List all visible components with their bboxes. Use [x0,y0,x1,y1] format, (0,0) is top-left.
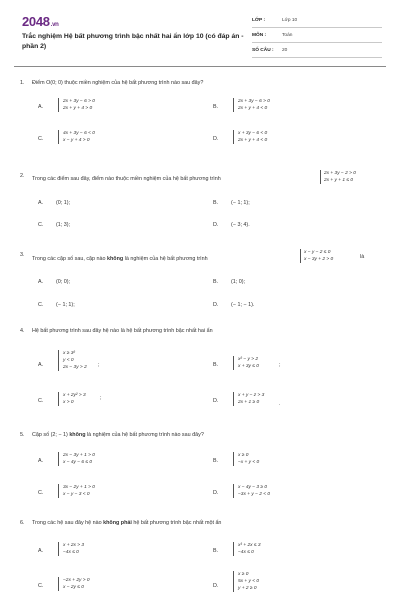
option-value: (− 1; 1); [56,302,75,308]
question-4 [20,328,382,423]
page-header [0,0,400,62]
system-line: x³ + 2x ≤ 3 [238,543,261,548]
option-label: D. [213,490,219,496]
inequality-system [58,392,86,406]
inequality-system [320,170,356,184]
system-line: y + 2 ≥ 0 [238,586,257,591]
question-number: 5. [20,432,25,438]
system-line: 2x + 3y − 6 > 0 [238,99,270,104]
meta-row-class [252,16,382,28]
system-line: −4x ≤ 0 [238,550,254,555]
system-line: −3x + y − 2 < 0 [238,492,271,497]
system-line: x ≥ 0 [238,572,249,577]
option-label: C. [38,490,44,496]
inequality-system [58,452,95,466]
option-label: A. [38,200,44,206]
system-line: x − y − 3 < 0 [63,492,90,497]
inequality-system [58,98,95,112]
logo-suffix: .vn [50,22,59,28]
logo-text: 2048 [22,14,50,29]
system-line: x² − y > 2 [238,357,258,362]
meta-panel [252,16,382,61]
inequality-system [58,542,84,556]
question-text-part: là nghiệm của hệ bất phương trình nào sau đây? [85,432,204,438]
question-text [32,256,322,263]
system-line: 2x + y + 4 < 0 [238,138,268,143]
inequality-system [233,484,270,498]
system-line: x ≥ 3² [63,351,75,356]
option-label: C. [38,583,44,589]
system-line: x − y + 4 > 0 [63,138,90,143]
question-2 [20,173,382,241]
inequality-system [233,571,259,592]
option-label: A. [38,279,44,285]
option-label: A. [38,548,44,554]
option-label: B. [213,104,219,110]
option-label: C. [38,302,44,308]
option-label: B. [213,548,219,554]
option-label: D. [213,398,219,404]
question-text [32,520,322,527]
question-keyword: không [107,256,124,262]
system-line: −4x ≤ 0 [63,550,79,555]
system-line: 2x + y + 1 ≤ 0 [324,178,354,183]
system-line: x + 2y² > 3 [63,393,86,398]
question-text: Điểm O(0; 0) thuộc miền nghiệm của hệ bất phương trình nào sau đây? [32,80,204,86]
system-line: 2x + y + 4 < 0 [238,106,268,111]
inequality-system [58,484,95,498]
option-label: C. [38,222,44,228]
system-line: x + 3y ≤ 0 [238,364,259,369]
inequality-system [233,542,261,556]
question-suffix: là [360,254,365,260]
option-value: (− 1; 1); [231,200,250,206]
system-line: −x + y < 0 [238,460,260,465]
system-line: x − y − 2 ≤ 0 [304,250,331,255]
option-value: (0; 1); [56,200,71,206]
option-value: (1; 0); [231,279,246,285]
question-number: 1. [20,80,25,86]
meta-value: 20 [282,48,288,53]
system-line: y < 0 [63,358,74,363]
question-text-part: hệ bất phương trình bậc nhất một ẩn [131,520,222,526]
option-punctuation: ; [100,395,102,401]
option-punctuation: ; [98,362,100,368]
system-line: x + 3y − 6 < 0 [238,131,268,136]
option-punctuation: . [279,401,281,407]
option-punctuation: ; [279,362,281,368]
option-label: D. [213,136,219,142]
option-label: D. [213,302,219,308]
question-number: 6. [20,520,25,526]
option-label: B. [213,279,219,285]
system-line: 2x + y + 4 > 0 [63,106,93,111]
meta-row-count [252,46,382,58]
system-line: 2x + 3y − 2 > 0 [324,171,356,176]
meta-key: LỚP : [252,18,266,23]
system-line: 4x + 3y − 6 < 0 [63,131,95,136]
question-6 [20,520,382,598]
inequality-system [233,392,264,406]
system-line: 2x + 3y − 6 > 0 [63,99,95,104]
system-line: x − 3y + 2 > 0 [304,257,334,262]
question-5 [20,432,382,507]
system-line: −2x + 2y > 0 [63,578,90,583]
meta-key: MÔN : [252,33,267,38]
system-line: 5x + y < 0 [238,579,260,584]
system-line: x + y − z > 3 [238,393,265,398]
option-label: C. [38,136,44,142]
option-value: (1; 3); [56,222,71,228]
option-label: A. [38,458,44,464]
question-text: Trong các điểm sau đây, điểm nào thuộc miền nghiệm của hệ bất phương trình [32,176,221,182]
question-text-part: Trong các hệ sau đây hệ nào [32,520,104,526]
option-label: B. [213,458,219,464]
meta-value: Lớp 10 [282,18,298,23]
question-number: 2. [20,173,25,179]
system-line: x − 4y − 6 ≤ 0 [63,460,93,465]
question-number: 4. [20,328,25,334]
inequality-system [58,577,90,591]
question-keyword: không phải [103,520,132,526]
system-line: 2x + 1 ≥ 0 [238,400,260,405]
system-line: x > 0 [63,400,74,405]
option-value: (− 3; 4). [231,222,250,228]
option-label: B. [213,362,219,368]
inequality-system [300,249,333,263]
question-text-part: Cặp số (2; − 1) [32,432,70,438]
option-label: A. [38,104,44,110]
header-divider [14,66,386,67]
question-text-part: là nghiệm của hệ bất phương trình [123,256,208,262]
option-label: A. [38,362,44,368]
question-3 [20,252,382,322]
meta-value: Toán [282,33,293,38]
system-line: x + 2x > 3 [63,543,85,548]
inequality-system [233,452,259,466]
inequality-system [233,130,267,144]
page-title: Trắc nghiệm Hệ bất phương trình bậc nhất hai ẩn lớp 10 (có đáp án - phần 2) [22,33,244,50]
inequality-system [233,356,259,370]
system-line: 2x − 3y > 2 [63,365,87,370]
meta-key: SỐ CÂU : [252,48,274,53]
question-1 [20,80,382,160]
question-text [32,432,322,439]
system-line: x ≥ 0 [238,453,249,458]
inequality-system [233,98,270,112]
system-line: x − 2y ≤ 0 [63,585,84,590]
option-label: D. [213,583,219,589]
site-logo[interactable] [22,14,59,29]
option-label: B. [213,200,219,206]
question-text-part: Trong các cặp số sau, cặp nào [32,256,108,262]
question-keyword: không [69,432,86,438]
inequality-system [58,130,95,144]
option-value: (0; 0); [56,279,71,285]
option-label: C. [38,398,44,404]
question-text: Hệ bất phương trình sau đây hệ nào là hệ bất phương trình bậc nhất hai ẩn [32,328,213,334]
inequality-system [58,350,87,371]
system-line: 3x − 2y + 1 > 0 [63,485,95,490]
system-line: x − 4y − 3 ≥ 0 [238,485,268,490]
option-value: (− 1; − 1). [231,302,255,308]
system-line: 2x − 3y + 1 > 0 [63,453,95,458]
question-number: 3. [20,252,25,258]
option-label: D. [213,222,219,228]
meta-row-subject [252,31,382,43]
